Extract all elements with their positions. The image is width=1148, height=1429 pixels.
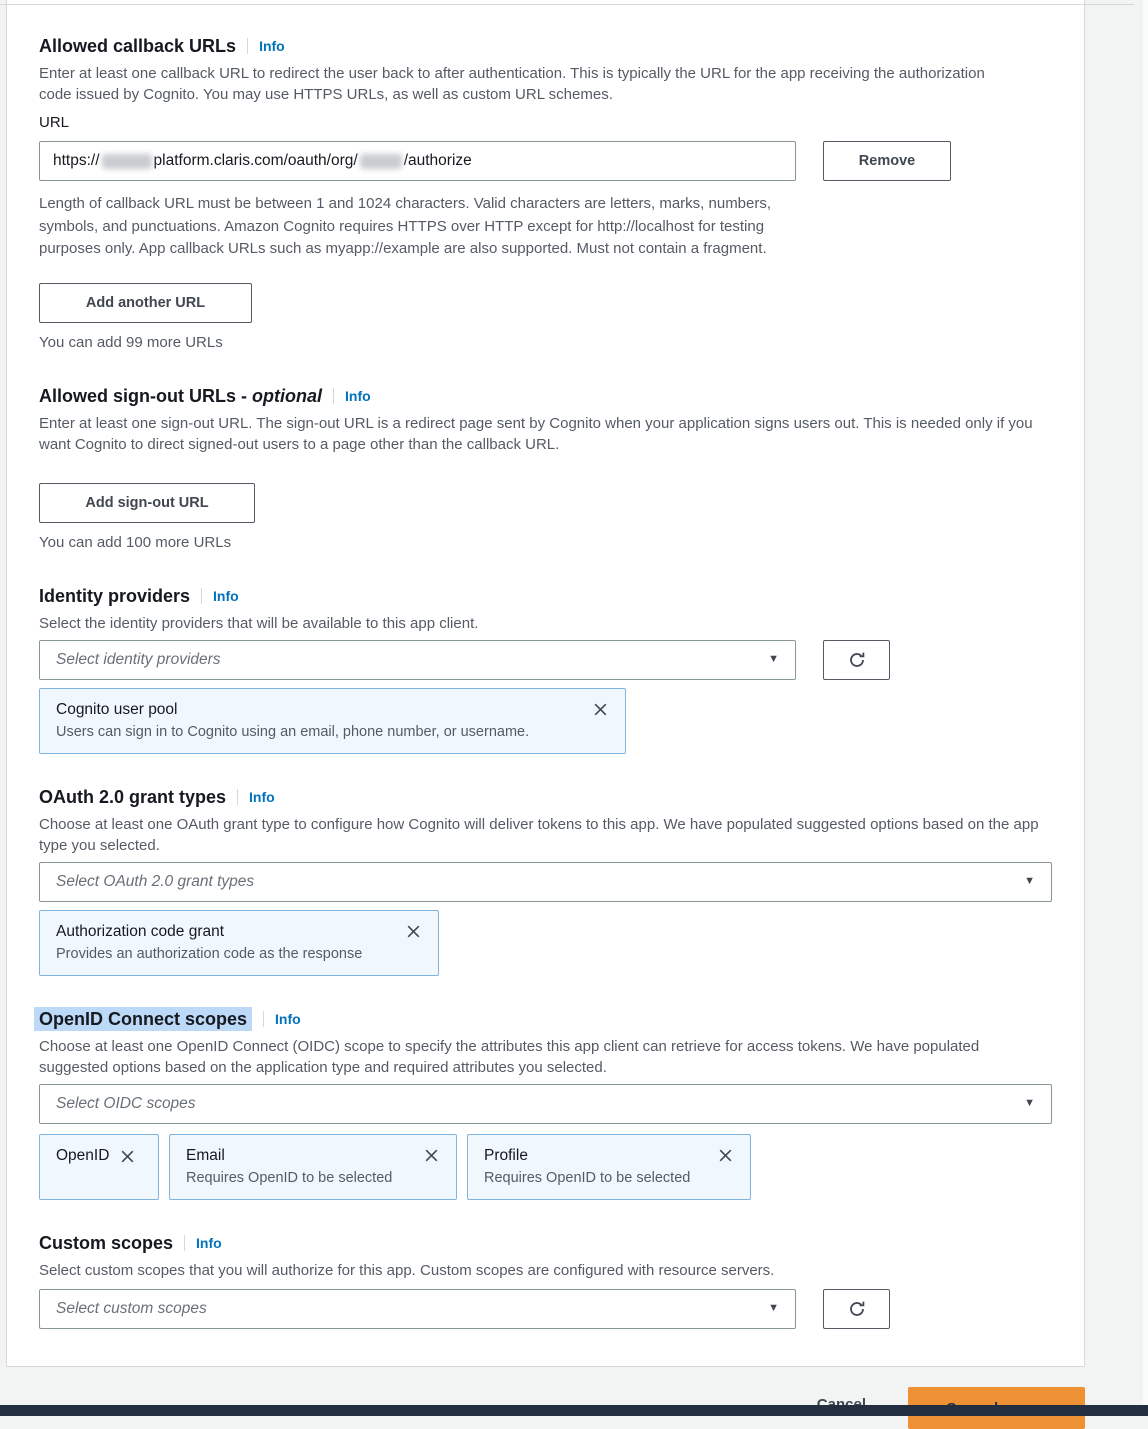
close-icon[interactable] — [119, 1148, 136, 1165]
section-title-allowed-signout-urls — [39, 385, 322, 407]
custom-scopes-select[interactable] — [39, 1289, 796, 1329]
chevron-down-icon: ▼ — [1024, 1097, 1035, 1109]
refresh-custom-scopes-button[interactable] — [823, 1289, 890, 1329]
callback-remaining-text: You can add 99 more URLs — [39, 333, 223, 351]
chevron-down-icon: ▼ — [1024, 875, 1035, 887]
oidc-scopes-select[interactable] — [39, 1084, 1052, 1124]
section-title-identity-providers: Identity providers — [39, 585, 191, 606]
url-field-label: URL — [39, 114, 70, 131]
redacted-org-id — [360, 154, 402, 169]
panel-top-divider — [0, 4, 1134, 5]
section-title-allowed-callback-urls: Allowed callback URLs — [39, 36, 237, 56]
identity-providers-description: Select the identity providers that will be available to this app client. — [39, 614, 479, 632]
identity-providers-section — [39, 585, 1052, 754]
allowed-callback-urls-section — [39, 35, 1052, 353]
token-label: Cognito user pool — [56, 700, 178, 718]
url-text-middle: platform.claris.com/oauth/org/ — [153, 152, 358, 169]
token-label: Profile — [484, 1146, 528, 1164]
token-label: Authorization code grant — [56, 922, 225, 940]
oidc-scopes-section — [39, 1008, 1052, 1200]
app-client-settings-panel — [6, 0, 1085, 1367]
info-link-oidc-scopes[interactable]: Info — [263, 1011, 301, 1027]
scrollbar-track[interactable] — [1143, 0, 1148, 1416]
oidc-token-openid — [39, 1134, 159, 1200]
identity-providers-placeholder: Select identity providers — [56, 650, 221, 668]
oauth-grant-types-select[interactable] — [39, 862, 1052, 902]
close-icon[interactable] — [592, 701, 609, 718]
close-icon[interactable] — [717, 1147, 734, 1164]
redacted-subdomain — [102, 154, 152, 169]
section-title-custom-scopes: Custom scopes — [39, 1232, 174, 1253]
info-link-oauth-grant-types[interactable]: Info — [237, 789, 275, 805]
close-icon[interactable] — [423, 1147, 440, 1164]
callback-description: Enter at least one callback URL to redirect the user back to after authentication. This is typically the URL for the app receiving the authorization code issued by Cognito. You may use HTTPS URLs, as well as custom URL schemes. — [39, 65, 985, 103]
oidc-scopes-description: Choose at least one OpenID Connect (OIDC) scope to specify the attributes this app client can retrieve for access tokens. We have populated suggested options based on the application type and required attributes you selected. — [39, 1037, 980, 1076]
token-description: Provides an authorization code as the response — [56, 945, 363, 962]
chevron-down-icon: ▼ — [768, 653, 779, 665]
custom-scopes-placeholder: Select custom scopes — [56, 1299, 207, 1317]
oidc-token-email — [169, 1134, 457, 1200]
signout-title-text: Allowed sign-out URLs - — [39, 385, 247, 406]
token-description: Requires OpenID to be selected — [186, 1169, 393, 1186]
info-link-identity-providers[interactable]: Info — [201, 588, 239, 604]
custom-scopes-description: Select custom scopes that you will authorize for this app. Custom scopes are configured with resource servers. — [39, 1261, 775, 1279]
signout-remaining-text: You can add 100 more URLs — [39, 533, 232, 551]
identity-provider-token — [39, 688, 626, 754]
oauth-grant-types-description: Choose at least one OAuth grant type to configure how Cognito will deliver tokens to this app. We have populated suggested options based on the app type you selected. — [39, 815, 1039, 854]
refresh-icon — [847, 1299, 867, 1319]
callback-constraint-text: Length of callback URL must be between 1 and 1024 characters. Valid characters are letters, marks, numbers, symbols, and punctuations. Amazon Cognito requires HTTPS over HTTP except for http://localhost for testing purposes only. App callback URLs such as myapp://example are also supported. Must not contain a fragment. — [39, 195, 772, 257]
selected-text-highlight: OpenID Connect scopes — [34, 1007, 252, 1031]
signout-description: Enter at least one sign-out URL. The sign-out URL is a redirect page sent by Cognito when your application signs users out. This is needed only if you want Cognito to direct signed-out users to a page other than the callback URL. — [39, 414, 1033, 453]
oauth-grant-token — [39, 910, 439, 976]
remove-url-button[interactable]: Remove — [823, 141, 951, 181]
oidc-token-profile — [467, 1134, 751, 1200]
custom-scopes-section — [39, 1232, 1052, 1329]
add-another-url-button[interactable]: Add another URL — [39, 283, 252, 323]
identity-providers-select[interactable] — [39, 640, 796, 680]
console-footer-bar — [0, 1405, 1148, 1416]
refresh-identity-providers-button[interactable] — [823, 640, 890, 680]
optional-label: optional — [252, 385, 322, 406]
oauth-grant-types-section — [39, 786, 1052, 976]
url-text-prefix: https:// — [53, 152, 100, 169]
token-description: Users can sign in to Cognito using an email, phone number, or username. — [56, 723, 530, 740]
close-icon[interactable] — [405, 923, 422, 940]
callback-url-input[interactable] — [39, 141, 796, 181]
token-label: Email — [186, 1146, 225, 1164]
add-signout-url-button[interactable]: Add sign-out URL — [39, 483, 255, 523]
info-link-signout[interactable]: Info — [333, 388, 371, 404]
chevron-down-icon: ▼ — [768, 1302, 779, 1314]
refresh-icon — [847, 650, 867, 670]
url-text-suffix: /authorize — [403, 152, 472, 169]
token-description: Requires OpenID to be selected — [484, 1169, 691, 1186]
section-title-oauth-grant-types: OAuth 2.0 grant types — [39, 786, 227, 807]
oauth-grant-types-placeholder: Select OAuth 2.0 grant types — [56, 872, 255, 890]
section-title-oidc-scopes — [39, 1008, 252, 1030]
allowed-signout-urls-section — [39, 385, 1052, 553]
token-label: OpenID — [56, 1146, 110, 1164]
info-link-custom-scopes[interactable]: Info — [184, 1235, 222, 1251]
oidc-scopes-placeholder: Select OIDC scopes — [56, 1094, 196, 1112]
info-link-callback[interactable]: Info — [247, 38, 285, 54]
